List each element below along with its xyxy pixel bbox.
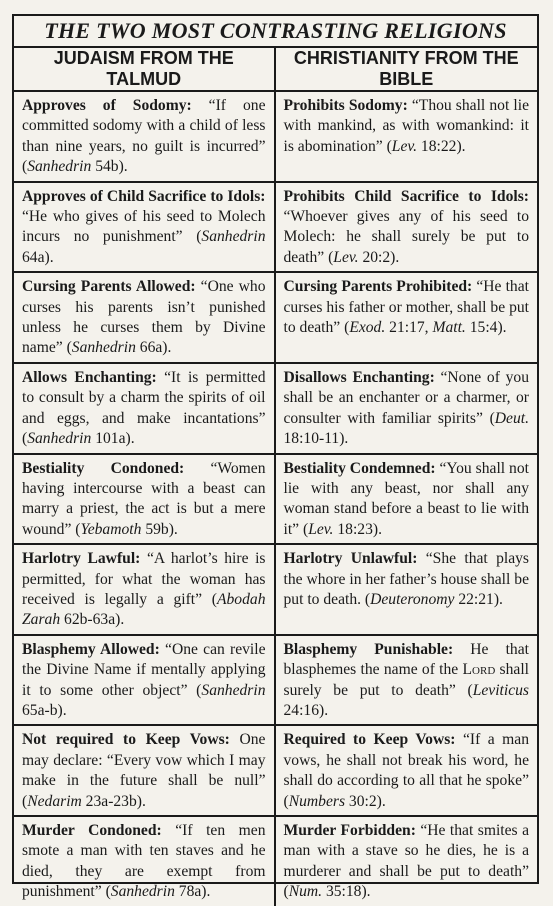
citation-ref: 22:21). [454,590,503,608]
column-headers [14,48,537,92]
table-row [14,636,537,727]
talmud-cell [14,273,276,362]
citation-ref: 24:16). [283,701,329,719]
talmud-cell [14,636,276,725]
cell-text: “He that curses his father or mother, shall be put to death” ( [283,278,529,337]
cell-heading: Cursing Parents Allowed: [22,278,196,296]
lord-small-caps: Lord [462,661,496,679]
talmud-cell [14,455,276,544]
citation-ref: 18:23). [333,520,382,538]
cell-text: “Thou shall not lie with mankind, as with womankind: it is abomination” ( [283,97,529,155]
citation-ref: 18:10-11). [283,430,349,448]
cell-text: “One can revile the Divine Name if mentally applying it to some other object” ( [22,640,266,699]
table-row [14,92,537,183]
citation-source: Deut. [494,409,529,427]
citation-source: Deuteronomy [370,590,455,608]
citation-source: Sanhedrin [110,883,175,901]
cell-heading: Murder Forbidden: [283,822,416,839]
citation-ref-2: 15:4). [465,319,507,337]
citation-source: Nedarim [27,792,82,810]
citation-ref: 18:22). [417,137,466,155]
cell-text: “One who curses his parents isn’t punished unless he curses them by Divine name” ( [22,278,266,357]
cell-text: “He who gives of his seed to Molech incurs no punishment” ( [22,208,266,246]
cell-heading: Not required to Keep Vows: [22,731,230,749]
talmud-cell [14,92,276,181]
table-row [14,726,537,817]
cell-text: He that blasphemes the name of the [283,640,529,679]
table-row [14,364,537,455]
citation-source: Yebamoth [80,520,142,538]
talmud-cell [14,817,276,906]
cell-heading: Harlotry Unlawful: [283,550,418,568]
citation-ref: 54b). [91,158,128,176]
citation-source: Lev. [308,520,334,538]
cell-text: One may declare: “Every vow which I may make in the future shall be null” ( [22,731,266,810]
table-row [14,273,537,364]
bible-cell [276,273,538,362]
comparison-table [12,14,539,901]
cell-text: “A harlot’s hire is permitted, for what the woman has received is legally a gift” ( [22,550,266,608]
citation-ref: 30:2). [345,792,386,810]
citation-ref: 21:17, [385,319,433,337]
citation-ref: 20:2). [358,248,400,266]
bible-cell [276,817,538,906]
citation-ref: 64a). [22,248,54,266]
citation-source: Numbers [288,792,346,810]
citation-source: Lev. [333,248,359,266]
cell-text: “You shall not lie with any beast, nor shall any woman stand before a beast to lie with it” ( [283,459,529,538]
cell-heading: Required to Keep Vows: [283,731,456,749]
cell-heading: Approves of Sodomy: [22,97,192,114]
bible-cell [276,636,538,725]
cell-heading: Blasphemy Punishable: [283,640,454,658]
citation-ref: 78a). [174,883,211,901]
table-title: THE TWO MOST CONTRASTING RELIGIONS [14,16,537,48]
table-row [14,455,537,546]
cell-heading: Blasphemy Allowed: [22,640,160,658]
citation-source: Abodah Zarah [22,590,266,629]
citation-source: Sanhedrin [27,430,92,448]
cell-text: “None of you shall be an enchanter or a charmer, or consulter with familiar spirits” ( [283,368,529,427]
citation-source: Lev. [391,137,418,155]
talmud-cell [14,364,276,453]
citation-source: Num. [288,883,323,901]
column-header-judaism: JUDAISM FROM THE TALMUD [14,48,276,90]
citation-ref: 23a-23b). [81,792,146,810]
citation-source-2: Matt. [432,319,466,337]
cell-text: “He that smites a man with a stave so he dies, he is a murderer and shall be put to death” ( [283,822,529,901]
cell-text: “If ten men smote a man with ten staves and he died, they are exempt from punishment” ( [22,822,266,901]
citation-source: Sanhedrin [27,158,92,176]
talmud-cell [14,183,276,272]
cell-heading: Prohibits Child Sacrifice to Idols: [283,187,529,205]
cell-heading: Approves of Child Sacrifice to Idols: [22,187,266,205]
cell-text-2: shall surely be put to death” ( [283,661,529,699]
cell-heading: Cursing Parents Prohibited: [283,278,473,296]
cell-heading: Bestiality Condoned: [22,459,185,477]
cell-heading: Disallows Enchanting: [283,368,435,386]
cell-text: “Women having intercourse with a beast can marry a priest, the act is but a mere wound” ( [22,459,266,538]
cell-text: “It is permitted to consult by a charm the spirits of oil and eggs, and make incantations” ( [22,368,266,448]
table-row [14,817,537,906]
table-body [14,92,537,906]
cell-heading: Allows Enchanting: [22,368,157,386]
bible-cell [276,364,538,453]
cell-text: “Whoever gives any of his seed to Molech: he shall surely be put to death” ( [283,208,529,266]
table-row [14,545,537,636]
column-header-christianity: CHRISTIANITY FROM THE BIBLE [293,48,519,89]
citation-ref: 101a). [91,430,135,448]
cell-heading: Murder Condoned: [22,822,162,839]
citation-source: Sanhedrin [201,681,266,699]
citation-ref: 62b-63a). [60,611,125,629]
table-row [14,183,537,274]
bible-cell [276,92,538,181]
bible-cell [276,726,538,815]
citation-ref: 66a). [135,339,172,357]
bible-cell [276,545,538,634]
cell-text: “If one committed sodomy with a child of less than nine years, no guilt is incurred” ( [22,97,266,176]
bible-cell [276,183,538,272]
citation-source: Leviticus [472,681,529,699]
citation-ref: 35:18). [322,883,371,901]
cell-text: “If a man vows, he shall not break his word, he shall do according to all that he spoke” ( [283,731,529,810]
citation-ref: 59b). [141,520,178,538]
cell-heading: Bestiality Condemned: [283,459,436,477]
talmud-cell [14,726,276,815]
cell-heading: Harlotry Lawful: [22,550,141,568]
citation-source: Sanhedrin [71,339,136,357]
bible-cell [276,455,538,544]
cell-heading: Prohibits Sodomy: [283,97,408,114]
citation-source: Exod. [349,319,386,337]
cell-text: “She that plays the whore in her father’s house shall be put to death. ( [283,550,529,608]
citation-source: Sanhedrin [201,228,266,246]
citation-ref: 65a-b). [22,701,67,719]
talmud-cell [14,545,276,634]
